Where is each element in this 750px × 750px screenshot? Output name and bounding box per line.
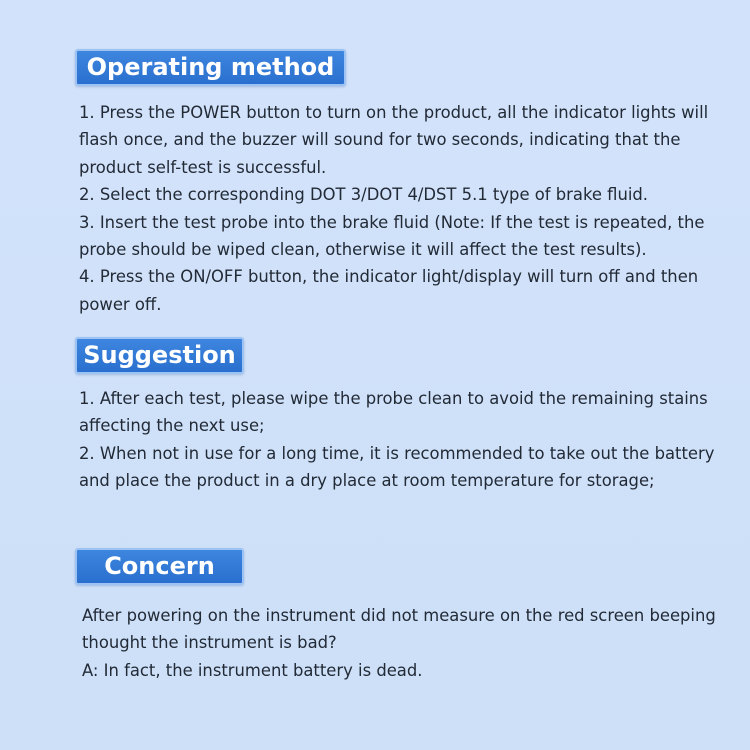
- concern-answer: A: In fact, the instrument battery is dead.: [82, 660, 423, 680]
- operating-step-1: 1. Press the POWER button to turn on the product, all the indicator lights will flash once, and the buzzer will sound for two seconds, indicating that the product self-test is successful.: [79, 103, 709, 177]
- suggestion-item-2: 2. When not in use for a long time, it is recommended to take out the battery and place the product in a dry place at room temperature for storage;: [79, 443, 715, 491]
- operating-method-heading: Operating method: [75, 49, 346, 86]
- suggestion-item-1: 1. After each test, please wipe the probe clean to avoid the remaining stains affecting the next use;: [79, 389, 708, 436]
- suggestion-body: [79, 385, 719, 495]
- operating-step-4: 4. Press the ON/OFF button, the indicator light/display will turn off and then power off.: [79, 267, 699, 314]
- operating-step-2: 2. Select the corresponding DOT 3/DOT 4/DST 5.1 type of brake fluid.: [79, 185, 649, 205]
- suggestion-heading: Suggestion: [75, 337, 244, 374]
- operating-step-3: 3. Insert the test probe into the brake fluid (Note: If the test is repeated, the probe should be wiped clean, otherwise it will affect the test results).: [79, 212, 705, 260]
- concern-question: After powering on the instrument did not measure on the red screen beeping thought the instrument is bad?: [82, 606, 716, 653]
- concern-body: [82, 602, 722, 684]
- operating-method-body: [79, 99, 719, 318]
- concern-heading: Concern: [75, 548, 244, 585]
